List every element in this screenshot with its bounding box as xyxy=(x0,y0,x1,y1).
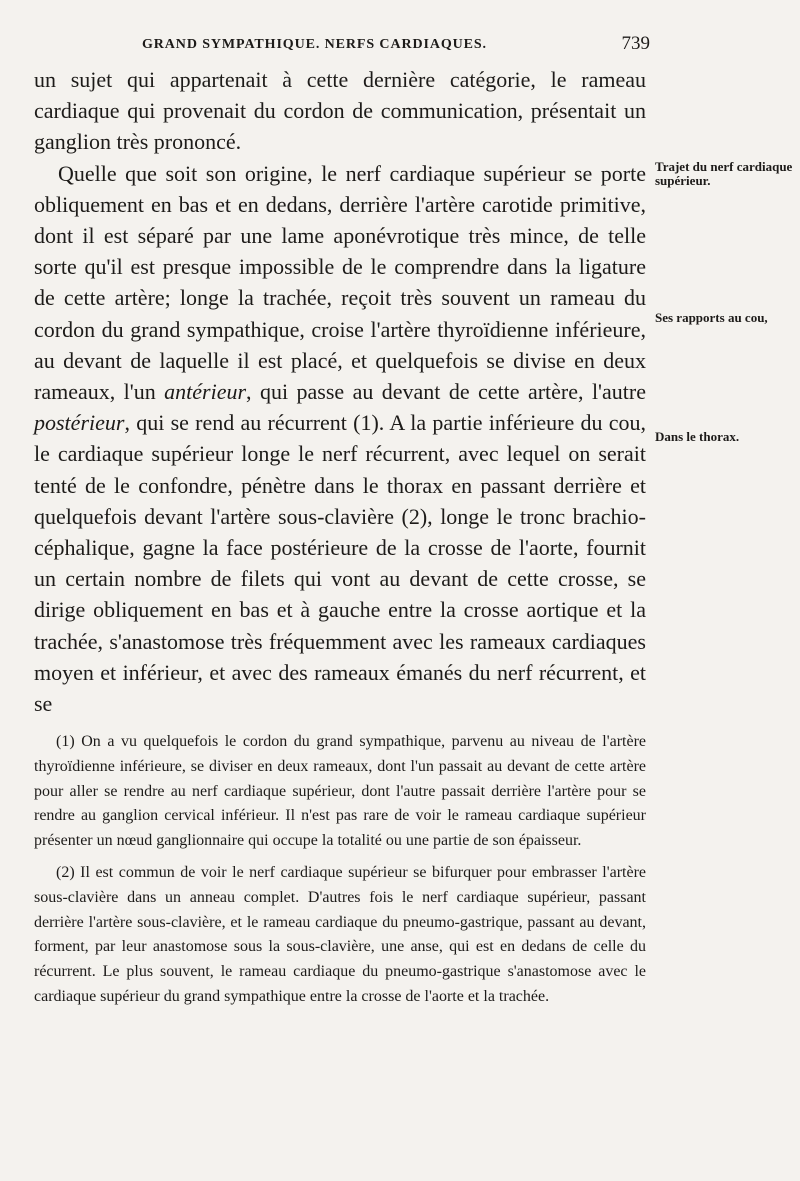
footnote-2: (2) Il est commun de voir le nerf cardiaque supérieur se bifurquer pour embrasser l'artère sous-clavière dans un anneau complet. D'autres fois le nerf cardiaque supérieur, passant derrière l'artère sous-clavière, et le rameau cardiaque du pneumo-gastrique, passant au devant, forment, par leur anastomose sous la sous-clavière, une anse, qui est en dedans de celle du récurrent. Le plus souvent, le rameau cardiaque du pneumo-gastrique s'anastomose avec le cardiaque supérieur du grand sympathique entre la crosse de l'aorte et la trachée. xyxy=(34,863,646,1005)
footnotes xyxy=(34,730,646,1010)
margin-note-thorax: Dans le thorax. xyxy=(655,429,740,444)
margin-note-trajet: Trajet du nerf cardiaque supérieur. xyxy=(655,159,793,188)
page-number: 739 xyxy=(621,33,650,54)
paragraph-nerf-cardiaque xyxy=(34,158,646,720)
show-through-bleed xyxy=(700,86,796,134)
running-head: GRAND SYMPATHIQUE. NERFS CARDIAQUES. xyxy=(142,37,487,52)
text-run: Quelle que soit son origine, le nerf cardiaque supérieur se porte obliquement en bas et en dedans, derrière l'artère carotide primitive, dont il est séparé par une lame aponévrotique très mince, de telle sorte qu'il est presque impossible de le comprendre dans la ligature de cette artère; longe la trachée, reçoit très souvent un rameau du cordon du grand sympathique, croise l'artère thyroïdienne inférieure, au devant de laquelle il est placé, et quelquefois se divise en deux rameaux, l'un xyxy=(34,160,646,405)
paragraph-continued: un sujet qui appartenait à cette dernière catégorie, le rameau cardiaque qui provenait du cordon de communication, présentait un ganglion très prononcé. xyxy=(34,67,646,155)
page-header xyxy=(120,33,650,59)
italic-term-anterieur: antérieur xyxy=(164,379,247,405)
italic-term-posterieur: postérieur xyxy=(34,410,125,436)
footnote-1: (1) On a vu quelquefois le cordon du grand sympathique, parvenu au niveau de l'artère thyroïdienne inférieure, se diviser en deux rameaux, dont l'un passait au devant de cette artère pour aller se rendre au nerf cardiaque supérieur, dont l'autre passait derrière l'artère pour se rendre au ganglion cervical inférieur. Il n'est pas rare de voir le rameau cardiaque supérieur présenter un nœud ganglionnaire qui occupe la totalité ou une partie de son épaisseur. xyxy=(34,733,646,850)
text-run: , qui se rend au récurrent (1). A la partie inférieure du cou, le cardiaque supérieur longe le nerf récurrent, avec lequel on serait tenté de le confondre, pénètre dans le thorax en passant derrière et quelquefois devant l'artère sous-clavière (2), longe le tronc brachio-céphalique, gagne la face postérieure de la crosse de l'aorte, fournit un certain nombre de filets qui vont au devant de cette crosse, se dirige obliquement en bas et à gauche entre la crosse aortique et la trachée, s'anastomose très fréquemment avec les rameaux cardiaques moyen et inférieur, et avec des rameaux émanés du nerf récurrent, et se xyxy=(34,410,646,717)
text-run: , qui passe au devant de cette artère, l'autre xyxy=(246,379,646,405)
main-text xyxy=(34,64,646,719)
margin-note-rapports-cou: Ses rapports au cou, xyxy=(655,310,768,325)
